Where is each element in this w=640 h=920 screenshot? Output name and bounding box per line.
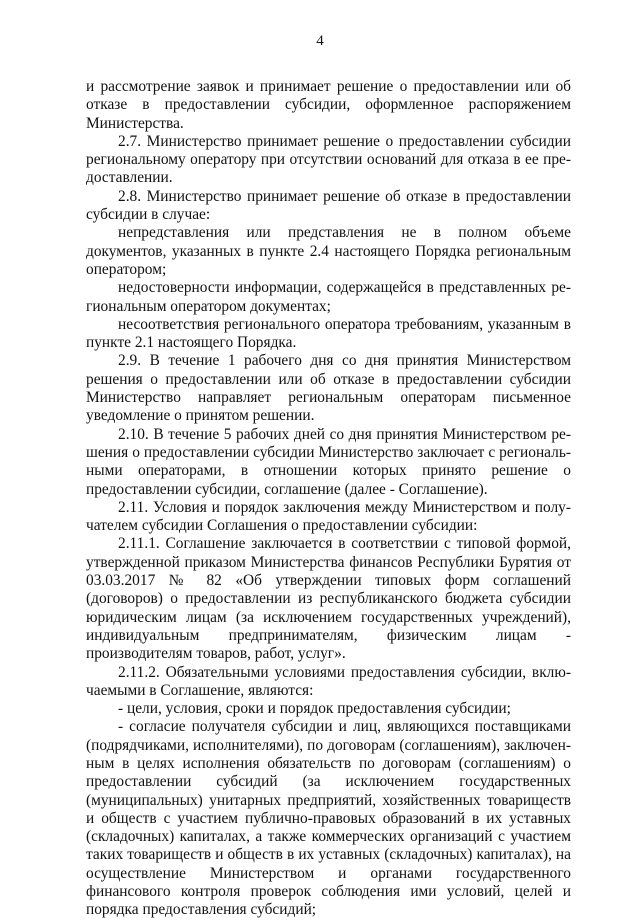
paragraph-2-9: 2.9. В течение 1 рабочего дня со дня принятия Министерством решения о предоставлении или об отказе в предоставлении субсидии Министерство направляет региональным операторам письменное уведомление о принятом решении. [86, 352, 571, 425]
paragraph-2-11-2: 2.11.2. Обязательными условиями предоставления субсидии, включаемыми в Соглашение, являются: [86, 663, 571, 699]
paragraph-2-11: 2.11. Условия и порядок заключения между Министерством и получателем субсидии Соглашения о предоставлении субсидии: [86, 498, 571, 535]
condition-item-consent: - согласие получателя субсидии и лиц, являющихся поставщиками (подрядчиками, исполнителями), по договорам (соглашениям), заключенным в целях исполнения обязательств по договорам (соглашениям) о предоставлении субсидий (за исключением государственных (муниципальных) унитарных предприятий, хозяйственных товариществ и обществ с участием публично-правовых образований в их уставных (складочных) капиталах, а также коммерческих организаций с участием таких товариществ и обществ в их уставных (складочных) капиталах), на осуществление Министерством и органами государственного финансового контроля проверок соблюдения ими условий, целей и порядка предоставления субсидий; [86, 718, 571, 919]
paragraph-intro-continuation: и рассмотрение заявок и принимает решение о предоставлении или об отказе в предоставлении субсидии, оформленное распоряжением Министерства. [86, 78, 571, 132]
refusal-reason-nonconformity: несоответствия регионального оператора требованиям, указанным в пункте 2.1 настоящего Порядка. [86, 315, 571, 352]
paragraph-2-8: 2.8. Министерство принимает решение об отказе в предоставлении субсидии в случае: [86, 187, 571, 224]
paragraph-2-7: 2.7. Министерство принимает решение о предоставлении субсидии региональному оператору при отсутствии оснований для отказа в ее предоставлении. [86, 132, 571, 187]
document-body [86, 78, 571, 920]
page-number: 4 [316, 33, 324, 49]
paragraph-2-10: 2.10. В течение 5 рабочих дней со дня принятия Министерством решения о предоставлении субсидии Министерство заключает с региональными операторами, в отношении которых принято решение о предоставлении субсидии, соглашение (далее - Соглашение). [86, 425, 571, 498]
refusal-reason-unreliable-information: недостоверности информации, содержащейся в представленных региональным оператором документах; [86, 279, 571, 315]
refusal-reason-incomplete-documents: непредставления или представления не в полном объеме документов, указанных в пункте 2.4 настоящего Порядка региональным оператором; [86, 224, 571, 278]
paragraph-2-11-1: 2.11.1. Соглашение заключается в соответствии с типовой формой, утвержденной приказом Министерства финансов Республики Бурятия от 03.03.2017 № 82 «Об утверждении типовых форм соглашений (договоров) о предоставлении из республиканского бюджета субсидии юридическим лицам (за исключением государственных учреждений), индивидуальным предпринимателям, физическим лицам - производителям товаров, работ, услуг». [86, 535, 571, 663]
condition-item-goals: - цели, условия, сроки и порядок предоставления субсидии; [118, 700, 511, 718]
